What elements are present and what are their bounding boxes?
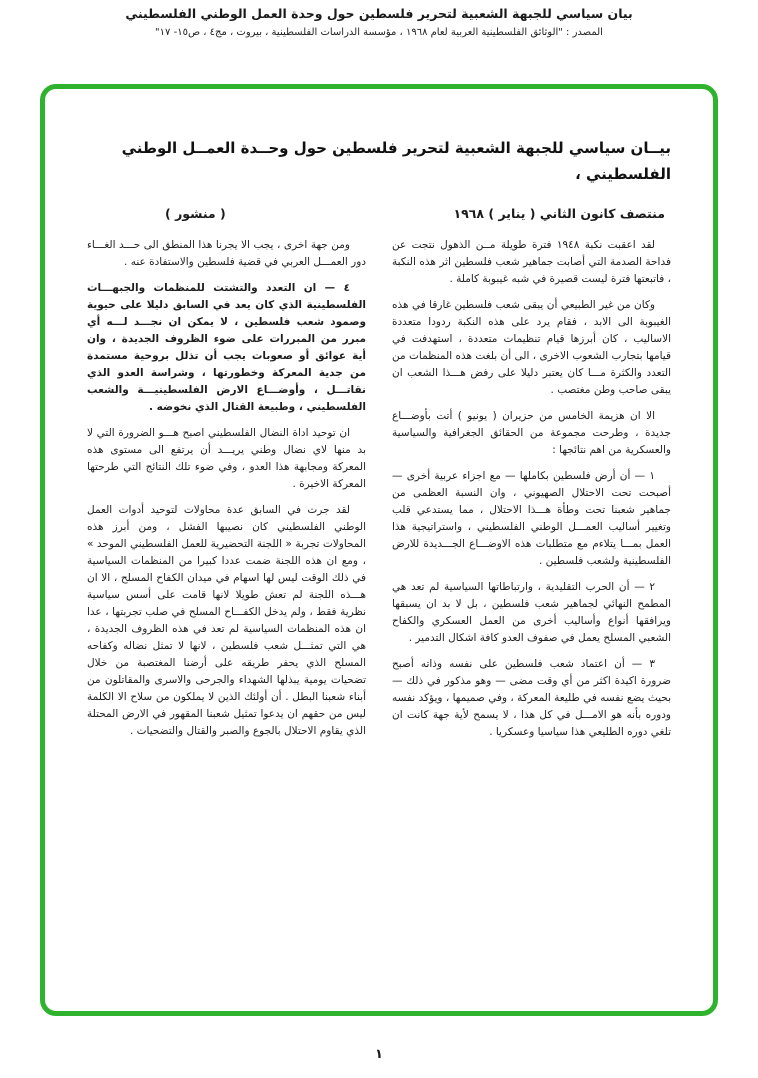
document-frame [40,84,718,1016]
document-title-line1: بيــان سياسي للجبهة الشعبية لتحرير فلسطين حول وحــدة العمــل الوطني [121,139,671,157]
paragraph: ١ — أن أرض فلسطين بكاملها — مع اجزاء عربية أخرى — أصبحت تحت الاحتلال الصهيوني ، وان النسبة العظمى من جماهير شعبنا تحت وطأة هـــذا الاحتلال ، مما يستدعي قلب وتغيير أساليب العمـــل الوطني الفلسطيني ، واستراتيجية هذا العمل بمـــا يتلاءم مع متطلبات هذه الاوضـــاع الجـــديدة للارض الفلسطينية ولشعب فلسطين . [392,469,671,567]
citation-header [0,6,758,38]
citation-title: بيان سياسي للجبهة الشعبية لتحرير فلسطين حول وحدة العمل الوطني الفلسطيني [125,6,633,21]
paragraph: لقد اعقبت نكبة ١٩٤٨ فترة طويلة مــن الذهول نتجت عن فداحة الصدمة التي أصابت جماهير شعب فلسطين اثر هذه النكبة ، فاتبعتها فترة ليست قصيرة في شبه غيبوبة كاملة . [392,238,671,285]
paragraph: لقد جرت في السابق عدة محاولات لتوحيد أدوات العمل الوطني الفلسطيني كان نصيبها الفشل ، ومن أبرز هذه المحاولات تجربة « اللجنة التحضيرية للعمل الفلسطيني الموحد » ، ومع ان هذه اللجنة ضمت عددا كبيرا من المنظمات السياسية في ذلك الوقت ليس لها اسهام في ميدان الكفاح المسلح ، الا ان هـــذه اللجنة لم تعش طويلا لانها قامت على أسس سياسية نظرية فقط ، ولم يدخل الكفـــاح المسلح في صلب تجربتها ، عدا ان هذه المنظمات السياسية لم تعد في هذه الظروف الجديدة ، هي التي تمثـــل شعب فلسطين ، لانها لا تمثل نضاله وكفاحه المسلح الذي يحفر طريقه على أرضنا المغتصبة من خلال تضحيات يومية يبذلها الشهداء والجرحى والاسرى والمقاتلون من أبناء شعبنا البطل . أن أولئك الذين لا يملكون من سلاح الا الكلمة ليس من حقهم ان يدعوا تمثيل شعبنا المقهور في الارض المحتلة الذي يقاوم الاحتلال بالجوع والصبر والقتال والتضحيات . [87,503,366,737]
paragraph: الا ان هزيمة الخامس من حزيران ( يونيو ) أتت بأوضـــاع جديدة ، وطرحت مجموعة من الحقائق الجغرافية والسياسية والعسكرية من اهم نتائجها : [392,409,671,456]
paragraph: ان توحيد اداة النضال الفلسطيني اصبح هـــو الضرورة التي لا بد منها لاي نضال وطني يريـــد أن يرتفع الى مستوى هذه المعركة ومجابهة هذا العدو ، وفي ضوء تلك النتائج التي طرحتها المعركة الاخيرة . [87,426,366,490]
paragraph: ومن جهة اخرى ، يجب الا يجرنا هذا المنطق الى حـــد الغـــاء دور العمـــل العربي في قضية فلسطين والاستفادة عنه . [87,238,366,268]
document-title-line2: الفلسطيني ، [575,165,671,184]
citation-source: المصدر : "الوثائق الفلسطينية العربية لعام ١٩٦٨ ، مؤسسة الدراسات الفلسطينية ، بيروت ، مج٤ ، ص١٥- ١٧" [155,27,603,38]
publication-note: ( منشور ) [165,205,226,221]
left-column [87,237,366,750]
page-number: ١ [375,1047,383,1062]
document-title [87,135,671,188]
paragraph: ٤ — ان التعدد والتشتت للمنظمات والجبهـــات الفلسطينية الذي كان يعد في السابق دليلا على حيوية وصمود شعب فلسطين ، لا يمكن ان نجـــد لـــه أي مبرر من المبررات على ضوء الظروف الجديدة ، وان أية عوائق أو صعوبات يجب أن تذلل بروحية مستمدة من جدية المعركة وخطورتها ، وشراسة العدو الذي نقاتـــل ، وأوضـــاع الارض الفلسطينيـــة والشعب الفلسطيني ، وطبيعة القتال الذي نخوضه . [87,281,366,413]
document-body [87,237,671,750]
paragraph: وكان من غير الطبيعي أن يبقى شعب فلسطين غارقا في هذه الغيبوبة الى الابد ، فقام يرد على هذه النكبة ردودا متعددة الاساليب ، كان أبرزها قيام تنظيمات متعددة ، استهدفت في قيامها بتجارب الشعوب الاخرى ، الى أن بلغت هذه المنظمات من التعدد والكثرة مـــا كان يعتبر دليلا على رفض هـــذا الشعب ان يبقى صاحب وطن مغتصب . [392,298,671,396]
paragraph: ٢ — أن الحرب التقليدية ، وارتباطاتها السياسية لم تعد هي المطمح النهائي لجماهير شعب فلسطين ، بل لا بد ان يسبقها ويرافقها أنواع وأساليب أخرى من العمل العسكري والكفاح الشعبي المسلح يعمل في صفوف العدو كافة اشكال التدمير . [392,580,671,644]
document-meta-row [87,206,671,221]
paragraph: ٣ — أن اعتماد شعب فلسطين على نفسه وذاته أصبح ضرورة اكيدة اكثر من أي وقت مضى — وهو مذكور في ذلك — بحيث يضع نفسه في طليعة المعركة ، وفي صميمها ، ويؤكد نفسه ودوره بأنه هو الامـــل في كل هذا ، لا يسمح لأية جهة كانت ان تلغي دوره الطليعي هذا سياسيا وعسكريا . [392,657,671,738]
right-column [392,237,671,750]
document-date: منتصف كانون الثاني ( يناير ) ١٩٦٨ [453,205,665,221]
